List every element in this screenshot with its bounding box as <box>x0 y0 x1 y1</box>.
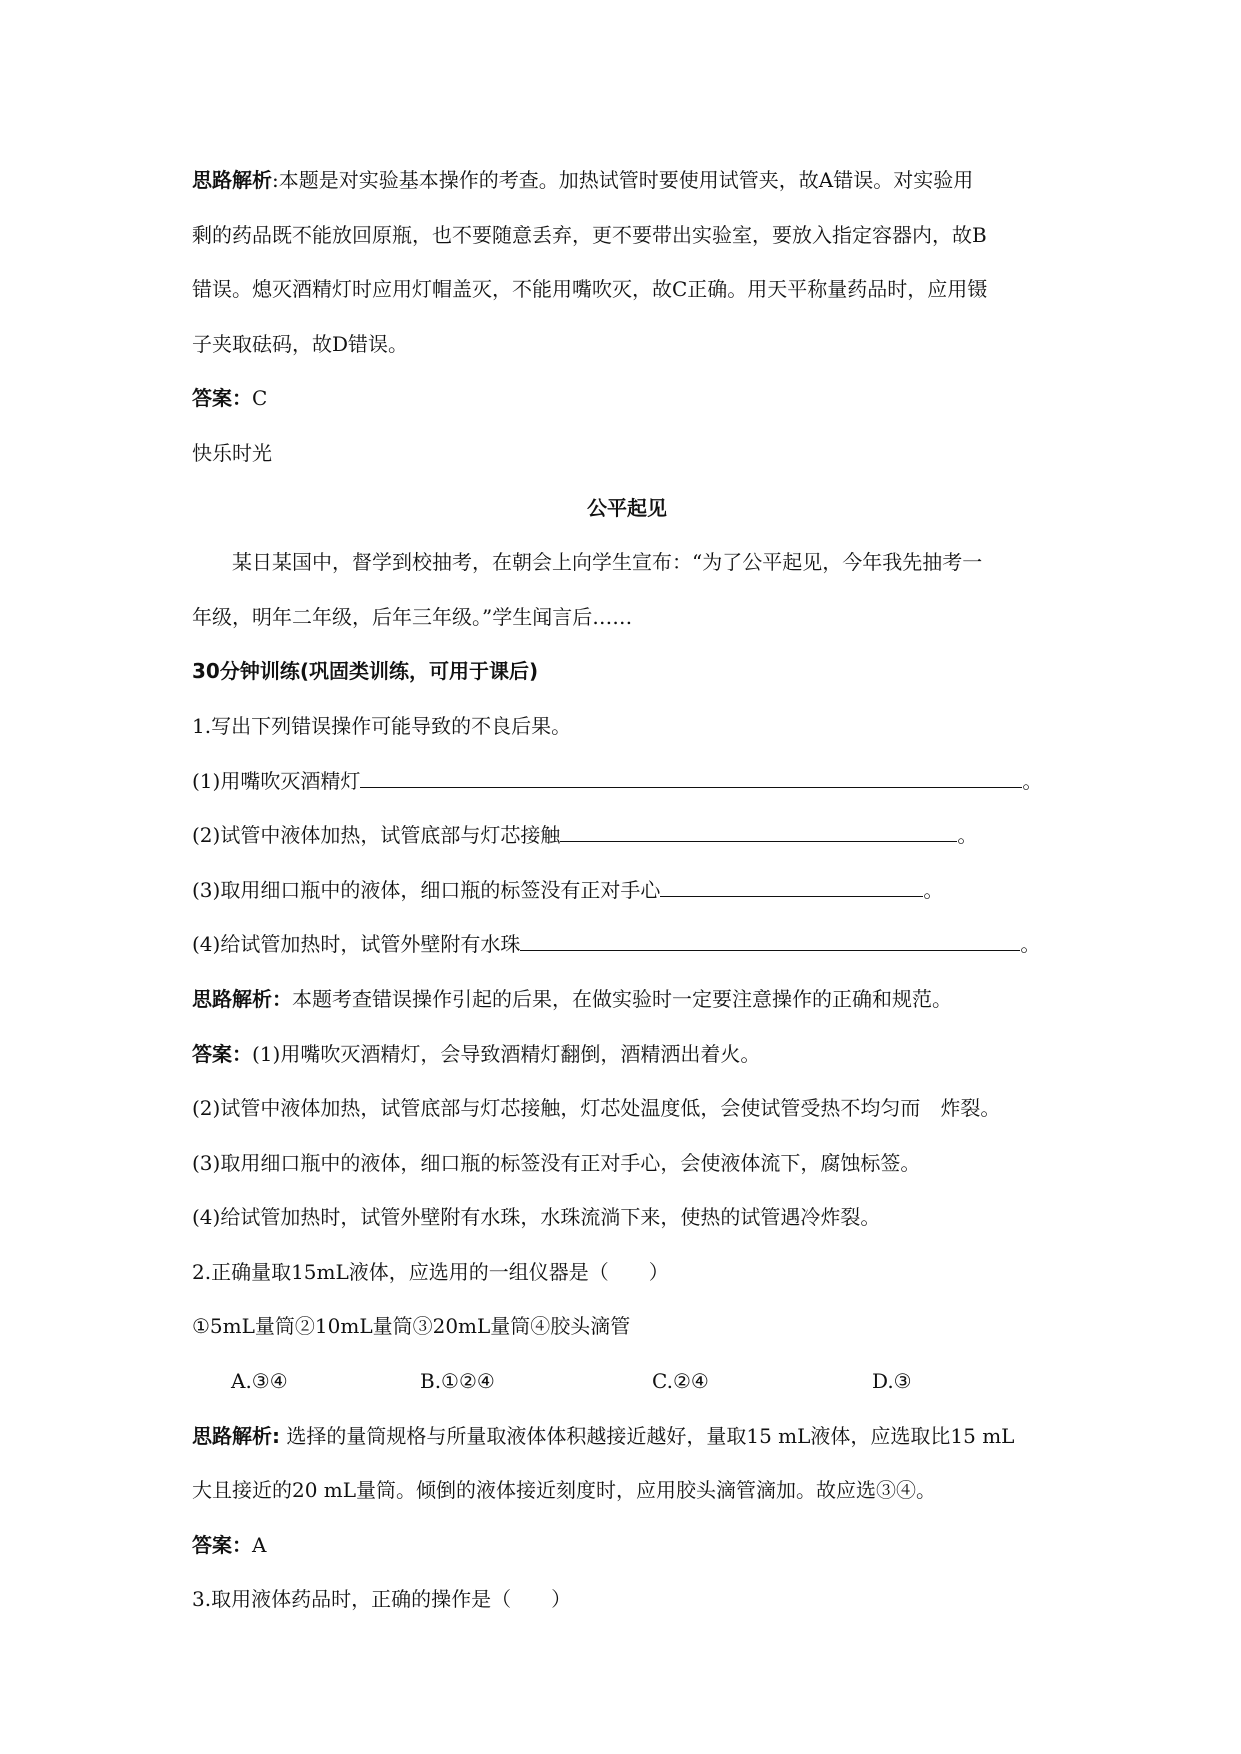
analysis-label: 思路解析 <box>192 168 272 192</box>
period: 。 <box>957 823 978 848</box>
answer-line <box>192 1027 1062 1082</box>
item-text: (3)取用细口瓶中的液体，细口瓶的标签没有正对手心 <box>192 877 661 902</box>
question-1-item <box>192 917 1062 972</box>
answer-line: (3)取用细口瓶中的液体，细口瓶的标签没有正对手心，会使液体流下，腐蚀标签。 <box>192 1150 921 1175</box>
analysis-line: 子夹取砝码，故D错误。 <box>192 331 409 356</box>
answer-value: C <box>252 386 268 411</box>
analysis-line: 大且接近的20 mL量筒。倾倒的液体接近刻度时，应用胶头滴管滴加。故应选③④。 <box>192 1478 937 1503</box>
period: 。 <box>1020 932 1041 957</box>
answer-label: 答案： <box>192 1532 252 1557</box>
analysis-line <box>192 153 1062 208</box>
answer-line: (2)试管中液体加热，试管底部与灯芯接触，灯芯处温度低，会使试管受热不均匀而 炸裂。 <box>192 1096 1001 1121</box>
answer-text: (1)用嘴吹灭酒精灯，会导致酒精灯翻倒，酒精洒出着火。 <box>252 1041 761 1066</box>
question-1-item <box>192 754 1062 809</box>
option-a[interactable]: A.③④ <box>231 1369 288 1394</box>
answer-blank[interactable] <box>560 821 957 842</box>
analysis-text: 本题是对实验基本操作的考查。加热试管时要使用试管夹，故A错误。对实验用 <box>278 168 974 192</box>
story-title: 公平起见 <box>587 495 667 520</box>
answer-blank[interactable] <box>660 876 923 897</box>
option-b[interactable]: B.①②④ <box>420 1369 495 1394</box>
option-c[interactable]: C.②④ <box>652 1369 709 1394</box>
question-2-items: ①5mL量筒②10mL量筒③20mL量筒④胶头滴管 <box>192 1314 631 1339</box>
answer-line: (4)给试管加热时，试管外壁附有水珠，水珠流淌下来，使热的试管遇冷炸裂。 <box>192 1205 881 1230</box>
question-3-stem: 3.取用液体药品时，正确的操作是（ ） <box>192 1587 572 1612</box>
analysis-label: 思路解析： <box>192 986 292 1011</box>
answer-label: 答案： <box>192 1041 252 1066</box>
item-text: (4)给试管加热时，试管外壁附有水珠 <box>192 932 521 957</box>
question-1-item <box>192 808 1062 863</box>
separator: : <box>272 168 279 192</box>
analysis-line: 错误。熄灭酒精灯时应用灯帽盖灭，不能用嘴吹灭，故C正确。用天平称量药品时，应用镊 <box>192 277 988 302</box>
analysis-text: 本题考查错误操作引起的后果，在做实验时一定要注意操作的正确和规范。 <box>292 986 952 1011</box>
answer-blank[interactable] <box>520 930 1020 951</box>
answer-value: A <box>252 1532 267 1557</box>
document-page <box>192 153 1062 1627</box>
analysis-line: 剩的药品既不能放回原瓶，也不要随意丢弃，更不要带出实验室，要放入指定容器内，故B <box>192 222 987 247</box>
analysis-label: 思路解析: <box>192 1423 280 1448</box>
item-text: (1)用嘴吹灭酒精灯 <box>192 768 361 793</box>
analysis-line <box>192 1409 1062 1464</box>
answer-line <box>192 1518 1062 1573</box>
analysis-line <box>192 972 1062 1027</box>
question-1-item <box>192 863 1062 918</box>
answer-line <box>192 371 1062 426</box>
question-2-options <box>192 1354 1062 1409</box>
story-line: 某日某国中，督学到校抽考，在朝会上向学生宣布：“为了公平起见，今年我先抽考一 <box>232 550 983 575</box>
period: 。 <box>923 877 944 902</box>
happy-heading: 快乐时光 <box>192 440 272 465</box>
story-line: 年级，明年二年级，后年三年级。”学生闻言后…… <box>192 604 633 629</box>
period: 。 <box>1022 768 1043 793</box>
analysis-text: 选择的量筒规格与所量取液体体积越接近越好，量取15 mL液体，应选取比15 mL <box>280 1423 1015 1448</box>
question-1-stem: 1.写出下列错误操作可能导致的不良后果。 <box>192 713 572 738</box>
answer-label: 答案： <box>192 386 252 411</box>
answer-blank[interactable] <box>360 767 1022 788</box>
section-heading: 30分钟训练(巩固类训练，可用于课后) <box>192 659 539 684</box>
option-d[interactable]: D.③ <box>872 1369 912 1394</box>
question-2-stem: 2.正确量取15mL液体，应选用的一组仪器是（ ） <box>192 1259 669 1284</box>
item-text: (2)试管中液体加热，试管底部与灯芯接触 <box>192 823 561 848</box>
